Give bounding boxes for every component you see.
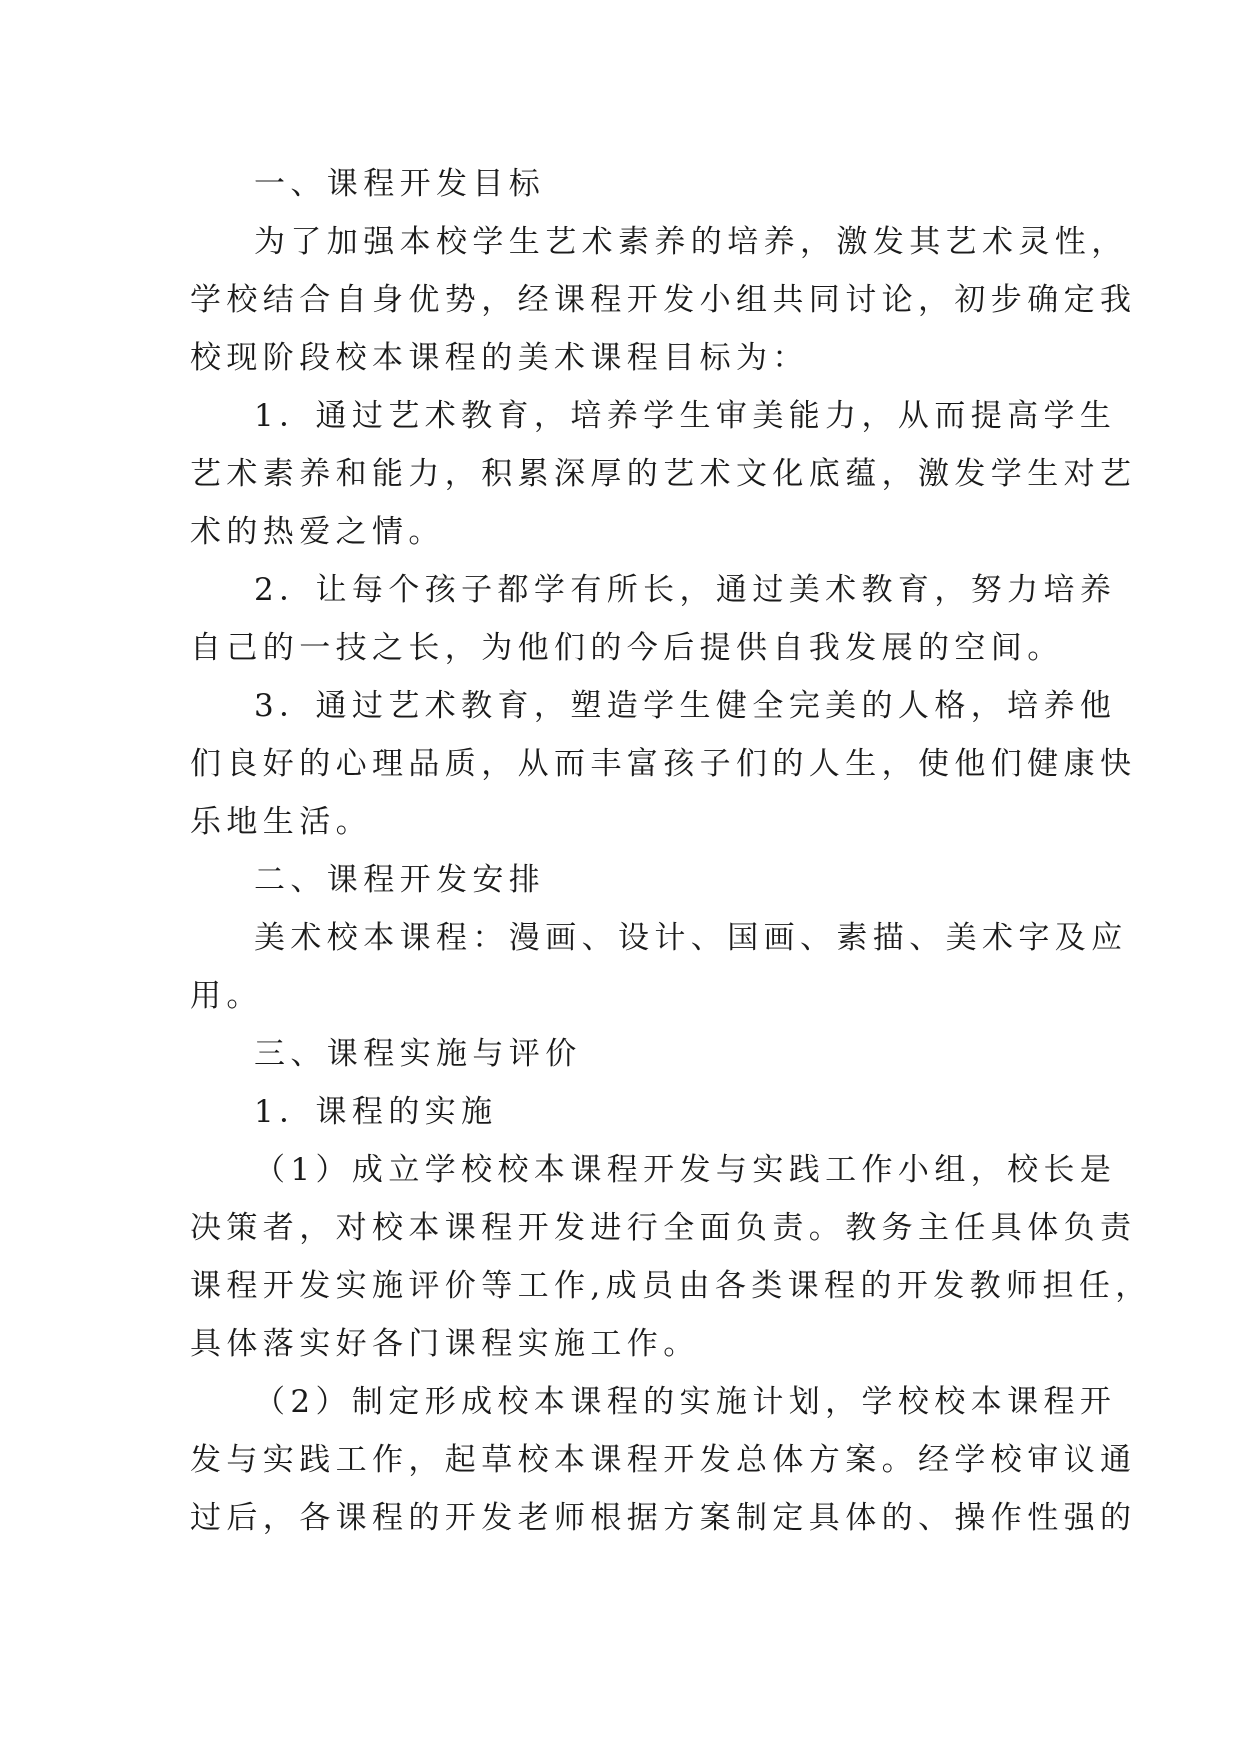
paragraph-line: 决策者，对校本课程开发进行全面负责。教务主任具体负责 [190, 1210, 1137, 1246]
paragraph-line: （2）制定形成校本课程的实施计划，学校校本课程开 [254, 1384, 1117, 1420]
paragraph-line: 发与实践工作，起草校本课程开发总体方案。经学校审议通 [190, 1442, 1137, 1478]
section-heading-3: 三、课程实施与评价 [254, 1036, 582, 1072]
paragraph-line: 课程开发实施评价等工作,成员由各类课程的开发教师担任， [190, 1268, 1152, 1304]
paragraph-line: 校现阶段校本课程的美术课程目标为： [190, 340, 809, 376]
paragraph-line: 过后，各课程的开发老师根据方案制定具体的、操作性强的 [190, 1500, 1137, 1536]
list-item-3-line: 们良好的心理品质，从而丰富孩子们的人生，使他们健康快 [190, 746, 1137, 782]
paragraph-line: （1）成立学校校本课程开发与实践工作小组，校长是 [254, 1152, 1117, 1188]
section-heading-2: 二、课程开发安排 [254, 862, 546, 898]
list-item-1-line: 术的热爱之情。 [190, 514, 445, 550]
paragraph-line: 具体落实好各门课程实施工作。 [190, 1326, 700, 1362]
list-item-1-line: 1．通过艺术教育，培养学生审美能力，从而提高学生 [254, 398, 1117, 434]
list-item-3-line: 乐地生活。 [190, 804, 372, 840]
paragraph-line: 为了加强本校学生艺术素养的培养，激发其艺术灵性， [254, 224, 1128, 260]
paragraph-line: 用。 [190, 978, 263, 1014]
list-item-2-line: 2．让每个孩子都学有所长，通过美术教育，努力培养 [254, 572, 1117, 608]
list-item-3-line: 3．通过艺术教育，塑造学生健全完美的人格，培养他 [254, 688, 1117, 724]
section-heading-1: 一、课程开发目标 [254, 166, 546, 202]
list-item-2-line: 自己的一技之长，为他们的今后提供自我发展的空间。 [190, 630, 1064, 666]
subsection-heading: 1．课程的实施 [254, 1094, 498, 1130]
list-item-1-line: 艺术素养和能力，积累深厚的艺术文化底蕴，激发学生对艺 [190, 456, 1137, 492]
paragraph-line: 学校结合自身优势，经课程开发小组共同讨论，初步确定我 [190, 282, 1137, 318]
paragraph-line: 美术校本课程：漫画、设计、国画、素描、美术字及应 [254, 920, 1128, 956]
